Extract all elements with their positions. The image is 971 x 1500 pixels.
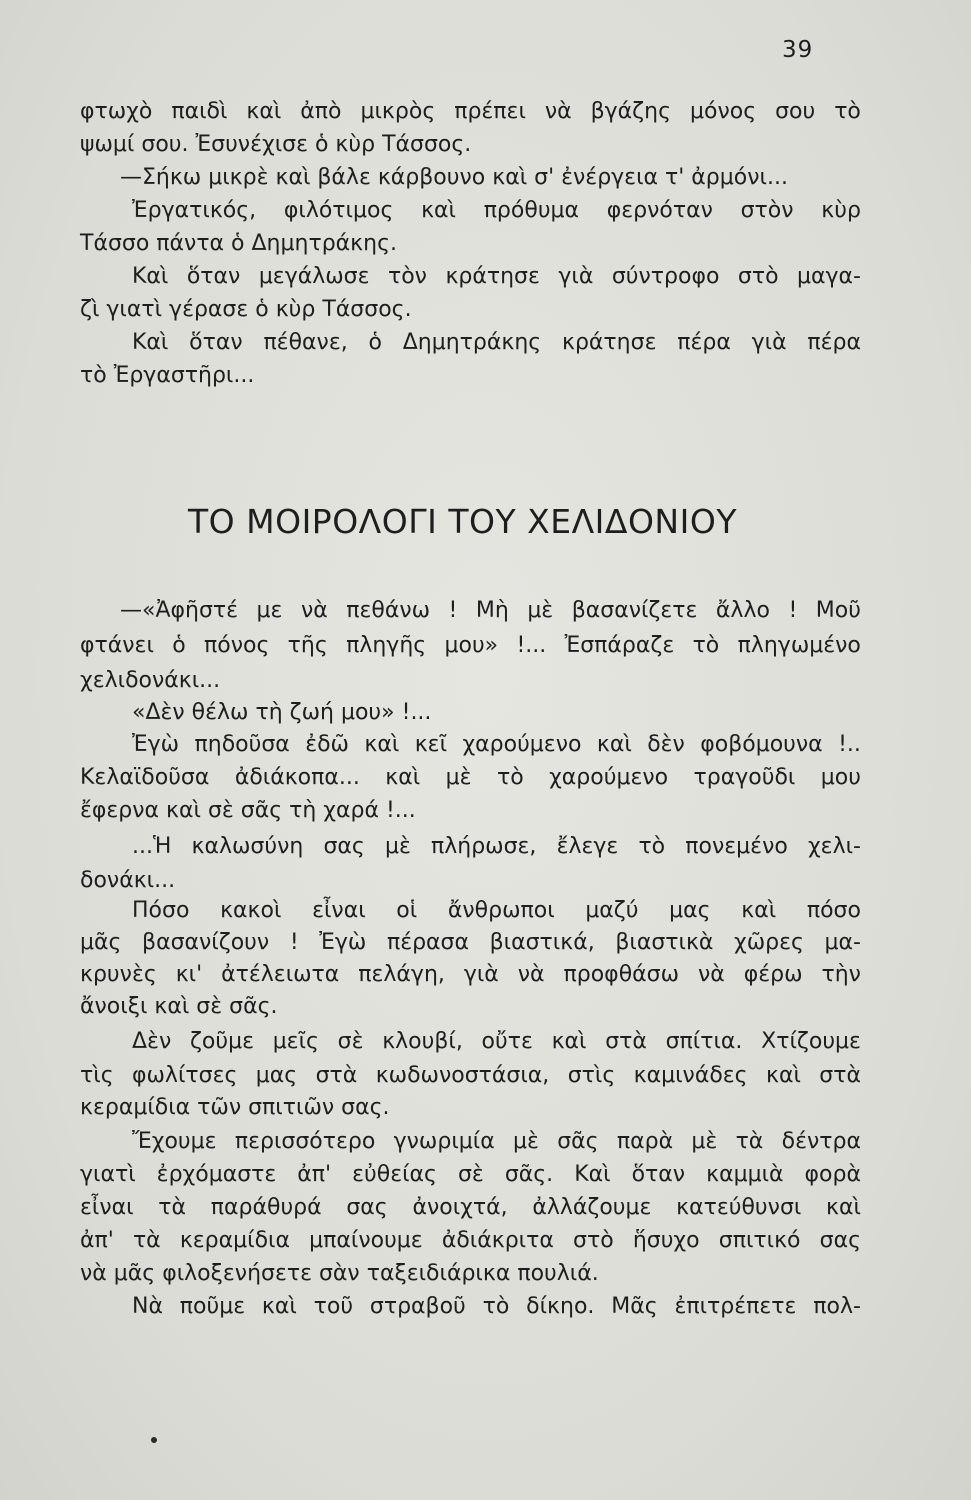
text-line: φτάνει ὁ πόνος τῆς πληγῆς μου» !... Ἐσπάραζε τὸ πληγωμένο: [80, 633, 861, 658]
text-line: Νὰ ποῦμε καὶ τοῦ στραβοῦ τὸ δίκηο. Μᾶς ἐπιτρέπετε πολ-: [132, 1294, 861, 1319]
text-line: Πόσο κακοὶ εἶναι οἱ ἄνθρωποι μαζύ μας καὶ πόσο: [132, 898, 861, 923]
text-line: Δὲν ζοῦμε μεῖς σὲ κλουβί, οὔτε καὶ στὰ σπίτια. Χτίζουμε: [132, 1029, 861, 1054]
text-line: μᾶς βασανίζουν ! Ἐγὼ πέρασα βιαστικά, βιαστικὰ χῶρες μα-: [80, 930, 861, 955]
text-line: φτωχὸ παιδὶ καὶ ἀπὸ μικρὸς πρέπει νὰ βγάζης μόνος σου τὸ: [80, 99, 861, 124]
text-line: εἶναι τὰ παράθυρά σας ἀνοιχτά, ἀλλάζουμε κατεύθυνσι καὶ: [80, 1195, 861, 1220]
text-line: δονάκι...: [80, 868, 176, 893]
text-line: ἔφερνα καὶ σὲ σᾶς τὴ χαρά !...: [80, 798, 416, 823]
text-line: Ἔχουμε περισσότερο γνωριμία μὲ σᾶς παρὰ μὲ τὰ δέντρα: [132, 1129, 861, 1154]
text-line: ἀπ' τὰ κεραμίδια μπαίνουμε ἀδιάκριτα στὸ ἥσυχο σπιτικό σας: [80, 1228, 861, 1253]
text-line: τὸ Ἐργαστῆρι...: [80, 363, 255, 388]
page-number: 39: [782, 37, 814, 63]
text-line: ψωμί σου. Ἐσυνέχισε ὁ κὺρ Τάσσος.: [80, 132, 472, 157]
text-line: νὰ μᾶς φιλοξενήσετε σὰν ταξειδιάρικα πουλιά.: [80, 1261, 599, 1286]
text-line: Κελαϊδοῦσα ἀδιάκοπα... καὶ μὲ τὸ χαρούμενο τραγοῦδι μου: [80, 765, 861, 790]
text-line: Ἐγὼ πηδοῦσα ἐδῶ καὶ κεῖ χαρούμενο καὶ δὲν φοβόμουνα !..: [132, 732, 861, 757]
text-line: κρυνὲς κι' ἀτέλειωτα πελάγη, γιὰ νὰ προφθάσω νὰ φέρω τὴν: [80, 962, 861, 987]
text-line: χελιδονάκι...: [80, 668, 221, 693]
text-line: «Δὲν θέλω τὴ ζωή μου» !...: [132, 700, 432, 725]
text-line: Καὶ ὅταν πέθανε, ὁ Δημητράκης κράτησε πέρα γιὰ πέρα: [132, 330, 861, 355]
text-line: ...Ἡ καλωσύνη σας μὲ πλήρωσε, ἔλεγε τὸ πονεμένο χελι-: [132, 834, 861, 859]
chapter-title: ΤΟ ΜΟΙΡΟΛΟΓΙ ΤΟΥ ΧΕΛΙΔΟΝΙΟΥ: [188, 502, 737, 541]
text-line: κεραμίδια τῶν σπιτιῶν σας.: [80, 1095, 390, 1120]
text-line: τὶς φωλίτσες μας στὰ κωδωνοστάσια, στὶς καμινάδες καὶ στὰ: [80, 1063, 861, 1088]
ink-spot: [151, 1437, 157, 1443]
text-line: ἄνοιξι καὶ σὲ σᾶς.: [80, 994, 278, 1019]
text-line: ζὶ γιατὶ γέρασε ὁ κὺρ Τάσσος.: [80, 297, 412, 322]
text-line: Τάσσο πάντα ὁ Δημητράκης.: [80, 231, 397, 256]
text-line: γιατὶ ἐρχόμαστε ἀπ' εὐθείας σὲ σᾶς. Καὶ ὅταν καμμιὰ φορὰ: [80, 1162, 861, 1187]
text-line: Καὶ ὅταν μεγάλωσε τὸν κράτησε γιὰ σύντροφο στὸ μαγα-: [132, 264, 861, 289]
text-line: Ἐργατικός, φιλότιμος καὶ πρόθυμα φερνόταν στὸν κὺρ: [132, 198, 861, 223]
text-line: —«Ἀφῆστέ με νὰ πεθάνω ! Μὴ μὲ βασανίζετε ἄλλο ! Μοῦ: [120, 598, 861, 623]
text-line: —Σήκω μικρὲ καὶ βάλε κάρβουνο καὶ σ' ἐνέργεια τ' ἀρμόνι...: [120, 165, 788, 190]
